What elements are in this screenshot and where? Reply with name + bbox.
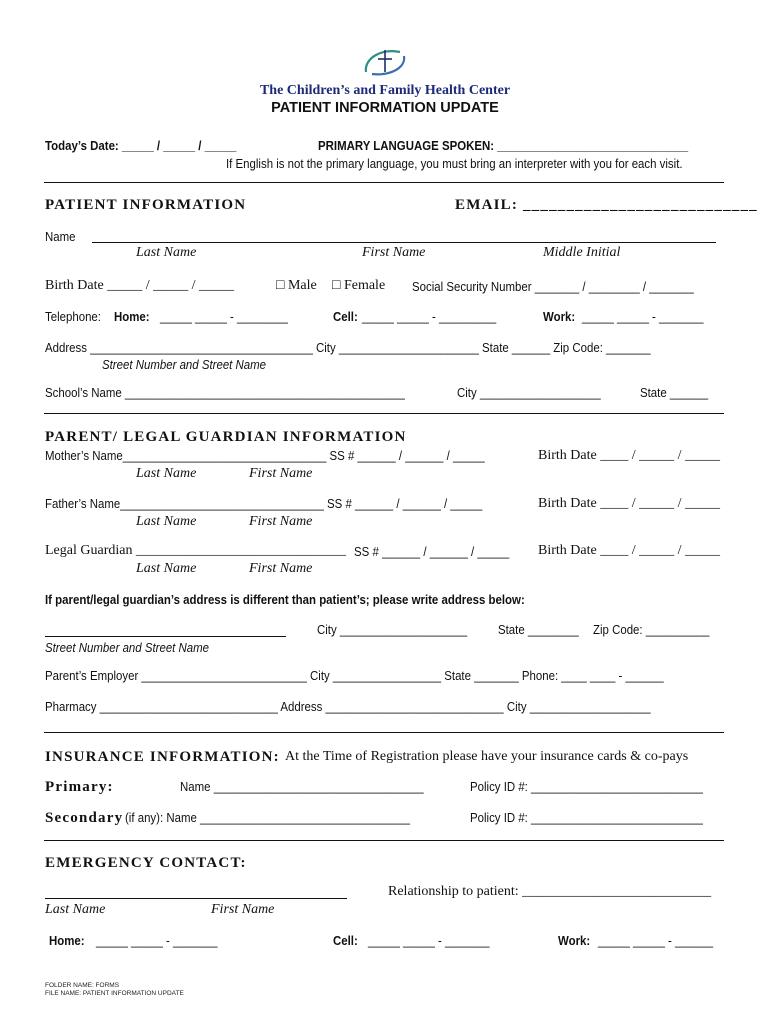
primary-insurance-label: Primary: — [45, 779, 114, 795]
school-city-field[interactable]: City ___________________ — [457, 385, 601, 400]
primary-insurance-name-field[interactable]: Name _________________________________ — [180, 779, 424, 794]
male-checkbox[interactable]: □ Male — [276, 278, 317, 293]
address-field[interactable]: Address ___________________________________ City ______________________ State ______ Zip Code: _______ — [45, 340, 651, 355]
legal-guardian-ss-field[interactable]: SS # ______ / ______ / _____ — [354, 544, 510, 559]
middle-initial-caption: Middle Initial — [543, 245, 621, 260]
last-name-caption: Last Name — [136, 245, 197, 260]
emergency-contact-heading: EMERGENCY CONTACT: — [45, 855, 247, 871]
first-name-caption: First Name — [249, 466, 313, 481]
first-name-caption: First Name — [211, 902, 275, 917]
guardian-info-heading: PARENT/ LEGAL GUARDIAN INFORMATION — [45, 429, 407, 445]
emergency-name-field[interactable] — [45, 898, 347, 899]
section-divider — [44, 840, 724, 841]
ssn-field[interactable]: Social Security Number _______ / ________ / _______ — [412, 279, 694, 294]
todays-date-field[interactable]: Today’s Date: _____ / _____ / _____ — [45, 138, 237, 153]
relationship-field[interactable]: Relationship to patient: ___________________________ — [388, 884, 712, 899]
section-divider — [44, 732, 724, 733]
telephone-label: Telephone: — [45, 309, 101, 324]
female-checkbox[interactable]: □ Female — [332, 278, 386, 293]
mother-name-field[interactable]: Mother’s Name________________________________ SS # ______ / ______ / _____ — [45, 448, 485, 463]
street-caption: Street Number and Street Name — [45, 640, 210, 655]
pharmacy-field[interactable]: Pharmacy ____________________________ Address ____________________________ City ___________________ — [45, 699, 651, 714]
primary-language-field[interactable]: PRIMARY LANGUAGE SPOKEN: ______________________________ — [318, 138, 689, 153]
work-phone-field[interactable]: _____ _____ - _______ — [582, 309, 704, 324]
first-name-caption: First Name — [249, 514, 313, 529]
father-name-field[interactable]: Father’s Name________________________________ SS # ______ / ______ / _____ — [45, 496, 483, 511]
form-title: PATIENT INFORMATION UPDATE — [271, 100, 499, 116]
section-divider — [44, 182, 724, 183]
last-name-caption: Last Name — [136, 561, 197, 576]
secondary-insurance-label: Secondary — [45, 810, 124, 826]
street-caption: Street Number and Street Name — [102, 357, 267, 372]
last-name-caption: Last Name — [136, 466, 197, 481]
home-label: Home: — [114, 309, 150, 324]
school-state-field[interactable]: State ______ — [640, 385, 709, 400]
last-name-caption: Last Name — [136, 514, 197, 529]
name-field[interactable] — [92, 242, 716, 243]
guardian-city-field[interactable]: City ____________________ — [317, 622, 468, 637]
secondary-policy-id-field[interactable]: Policy ID #: ___________________________ — [470, 810, 703, 825]
primary-policy-id-field[interactable]: Policy ID #: ___________________________ — [470, 779, 703, 794]
emergency-cell-phone-field[interactable]: _____ _____ - _______ — [368, 933, 490, 948]
emergency-cell-label: Cell: — [333, 933, 358, 948]
emergency-work-phone-field[interactable]: _____ _____ - ______ — [598, 933, 714, 948]
health-center-logo — [360, 44, 410, 80]
first-name-caption: First Name — [362, 245, 426, 260]
school-name-field[interactable]: School’s Name ____________________________________________ — [45, 385, 405, 400]
name-label: Name — [45, 229, 76, 244]
legal-guardian-field[interactable]: Legal Guardian ______________________________ — [45, 543, 346, 558]
mother-birth-date-field[interactable]: Birth Date ____ / _____ / _____ — [538, 448, 720, 463]
insurance-note: At the Time of Registration please have your insurance cards & co-pays — [285, 749, 689, 764]
patient-info-heading: PATIENT INFORMATION — [45, 197, 247, 213]
secondary-insurance-name-field[interactable]: (if any): Name _________________________________ — [125, 810, 410, 825]
work-label: Work: — [543, 309, 576, 324]
guardian-address-note: If parent/legal guardian’s address is different than patient’s; please write address below: — [45, 592, 525, 607]
guardian-street-field[interactable] — [45, 636, 286, 637]
org-name: The Children’s and Family Health Center — [259, 83, 511, 98]
section-divider — [44, 413, 724, 414]
legal-guardian-birth-date-field[interactable]: Birth Date ____ / _____ / _____ — [538, 543, 720, 558]
emergency-home-label: Home: — [49, 933, 85, 948]
interpreter-note: If English is not the primary language, you must bring an interpreter with you for each visit. — [226, 156, 683, 171]
cell-label: Cell: — [333, 309, 358, 324]
guardian-zip-field[interactable]: Zip Code: __________ — [593, 622, 710, 637]
home-phone-field[interactable]: _____ _____ - ________ — [160, 309, 288, 324]
birth-date-field[interactable]: Birth Date _____ / _____ / _____ — [45, 278, 234, 293]
father-birth-date-field[interactable]: Birth Date ____ / _____ / _____ — [538, 496, 720, 511]
first-name-caption: First Name — [249, 561, 313, 576]
file-name: FILE NAME: PATIENT INFORMATION UPDATE — [45, 990, 184, 997]
emergency-home-phone-field[interactable]: _____ _____ - _______ — [96, 933, 218, 948]
last-name-caption: Last Name — [45, 902, 106, 917]
parent-employer-field[interactable]: Parent’s Employer __________________________ City _________________ State _______ Phone: ____ ____ - ______ — [45, 668, 664, 683]
email-field[interactable]: EMAIL: ___________________________ — [455, 197, 758, 213]
cell-phone-field[interactable]: _____ _____ - _________ — [362, 309, 497, 324]
folder-name: FOLDER NAME: FORMS — [45, 982, 120, 989]
guardian-state-field[interactable]: State ________ — [498, 622, 579, 637]
emergency-work-label: Work: — [558, 933, 591, 948]
insurance-heading: INSURANCE INFORMATION: — [45, 749, 280, 765]
